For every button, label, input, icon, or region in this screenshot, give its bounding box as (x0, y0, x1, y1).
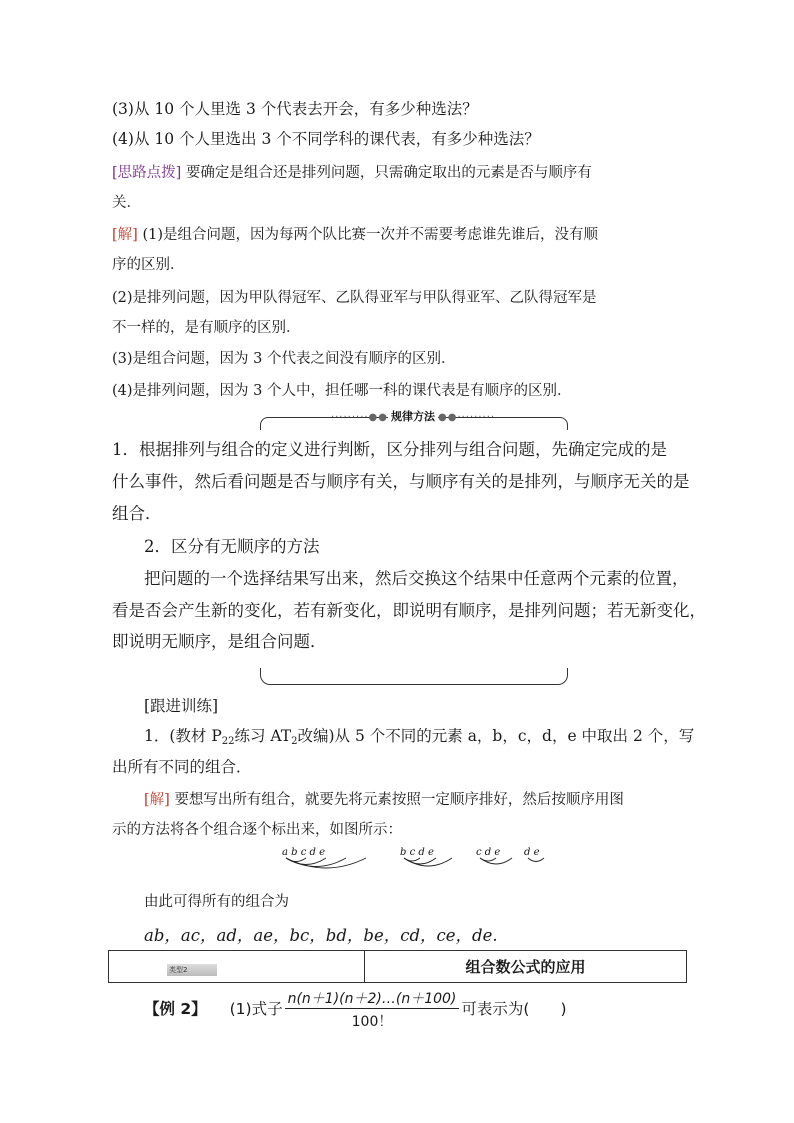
example-2 (144, 988, 719, 1031)
follow-label: [跟进训练] (144, 697, 219, 715)
solution-label-2: [解] (144, 792, 170, 808)
solution-line-2: 示的方法将各个组合逐个标出来，如图所示： (112, 822, 402, 838)
example-part: (1)式子 (229, 1000, 283, 1018)
fraction-numerator: n(n＋1)(n＋2)…(n＋100) (285, 988, 460, 1009)
answer-2: (2)是排列问题，因为甲队得冠军、乙队得亚军与甲队得亚军、乙队得冠军是 (112, 290, 597, 306)
ex1-sub1: 22 (221, 736, 235, 747)
ex1-sub2: 2 (291, 736, 298, 747)
answer-3: (3)是组合问题，因为 3 个代表之间没有顺序的区别． (112, 351, 456, 367)
question-4: (4)从 10 个人里选出 3 个不同学科的课代表，有多少种选法？ (112, 130, 540, 148)
fraction (285, 988, 460, 1031)
hint-label: [思路点拨] (112, 165, 182, 181)
dots-right: ●●········· (438, 412, 496, 423)
method-1-end: 组合． (112, 504, 162, 523)
hint-text: 要确定是组合还是排列问题，只需确定取出的元素是否与顺序有 (185, 165, 592, 181)
all-combinations: ab，ac，ad，ae，bc，bd，be，cd，ce，de. (144, 926, 498, 945)
method-1-cont: 什么事件，然后看问题是否与顺序有关，与顺序有关的是排列，与顺序无关的是 (112, 472, 690, 491)
type-title: 组合数公式的应用 (365, 951, 687, 983)
solution-text: 要想写出所有组合，就要先将元素按照一定顺序排好，然后按顺序用图 (174, 792, 624, 808)
example-label: 【例 2】 (144, 1000, 207, 1018)
method-2-title: 2．区分有无顺序的方法 (144, 537, 320, 556)
method-title (270, 408, 556, 424)
method-2: 把问题的一个选择结果写出来，然后交换这个结果中任意两个元素的位置， (144, 569, 689, 588)
ex1-prefix: 1．(教材 P (144, 727, 222, 745)
type-tag: 类型2 (167, 964, 217, 976)
method-frame-bottom (260, 668, 568, 685)
answer-2-cont: 不一样的，是有顺序的区别． (112, 320, 301, 336)
answer-1 (112, 223, 687, 244)
answer-4: (4)是排列问题，因为 3 个人中，担任哪一科的课代表是有顺序的区别． (112, 383, 572, 399)
fraction-denominator: 100！ (351, 1014, 393, 1030)
combination-diagram (280, 843, 550, 879)
hint-line-2: 关． (112, 195, 141, 211)
method-2-end: 即说明无顺序，是组合问题． (112, 632, 327, 651)
group-1: a b c d e (282, 847, 325, 858)
group-2: b c d e (400, 847, 434, 858)
exercise-1 (144, 724, 719, 747)
solution-label: [解] (112, 227, 138, 243)
dots-left: ·········●● (330, 412, 388, 423)
hence-text: 由此可得所有的组合为 (144, 894, 289, 910)
type-header-table (108, 950, 687, 983)
ex1-suffix: 改编)从 5 个不同的元素 a，b，c，d，e 中取出 2 个，写 (297, 727, 695, 745)
answer-1-cont: 序的区别． (112, 257, 185, 273)
exercise-1-cont: 出所有不同的组合． (112, 758, 252, 776)
solution-line (144, 788, 719, 809)
method-1: 1．根据排列与组合的定义进行判断，区分排列与组合问题，先确定完成的是 (112, 440, 667, 459)
type-tag-cell (109, 951, 365, 983)
group-3: c d e (476, 847, 501, 858)
ex1-mid: 练习 AT (234, 727, 292, 745)
group-4: d e (524, 847, 540, 858)
method-title-text: 规律方法 (388, 410, 438, 423)
method-2-cont: 看是否会产生新的变化，若有新变化，即说明有顺序，是排列问题；若无新变化， (112, 601, 706, 620)
answer-1-text: (1)是组合问题，因为每两个队比赛一次并不需要考虑谁先谁后，没有顺 (142, 227, 598, 243)
hint-line (112, 161, 687, 182)
question-3: (3)从 10 个人里选 3 个代表去开会，有多少种选法？ (112, 100, 478, 118)
example-tail: 可表示为( ) (461, 1000, 567, 1018)
